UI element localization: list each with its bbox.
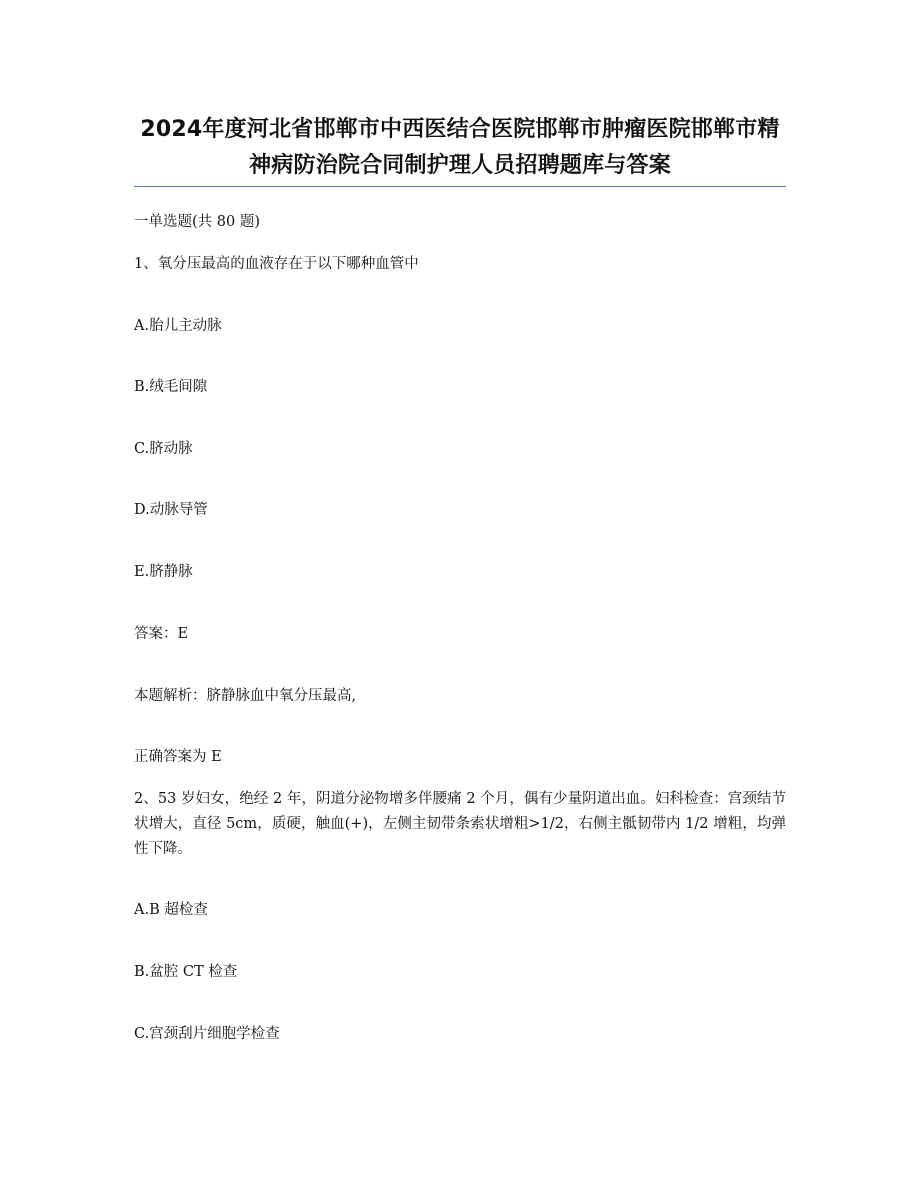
question-1-option-d: D.动脉导管 bbox=[134, 502, 208, 518]
question-1-option-e: E.脐静脉 bbox=[134, 564, 193, 580]
question-2-option-b: B.盆腔 CT 检查 bbox=[134, 964, 238, 980]
question-1-option-a: A.胎儿主动脉 bbox=[134, 318, 222, 334]
question-1-answer: 答案：E bbox=[134, 626, 189, 642]
question-1-stem: 1、氧分压最高的血液存在于以下哪种血管中 bbox=[134, 256, 419, 272]
question-2-option-a: A.B 超检查 bbox=[134, 902, 208, 918]
question-1-analysis: 本题解析：脐静脉血中氧分压最高, bbox=[134, 688, 357, 704]
title-divider bbox=[134, 186, 786, 187]
question-1-option-c: C.脐动脉 bbox=[134, 441, 193, 457]
question-1-option-b: B.绒毛间隙 bbox=[134, 379, 208, 395]
question-2-option-c: C.宫颈刮片细胞学检查 bbox=[134, 1026, 280, 1042]
question-1-correct-answer: 正确答案为 E bbox=[134, 749, 222, 765]
section-header: 一单选题(共 80 题) bbox=[134, 214, 260, 230]
question-2-stem: 2、53 岁妇女，绝经 2 年，阴道分泌物增多伴腰痛 2 个月，偶有少量阴道出血。妇科检查：宫颈结节状增大，直径 5cm，质硬，触血(+)，左侧主韧带条索状增粗>1/2，右侧主骶韧带内 1/2 增粗，均弹性下降。 bbox=[134, 791, 786, 857]
document-title: 2024年度河北省邯郸市中西医结合医院邯郸市肿瘤医院邯郸市精神病防治院合同制护理人员招聘题库与答案 bbox=[140, 117, 780, 178]
